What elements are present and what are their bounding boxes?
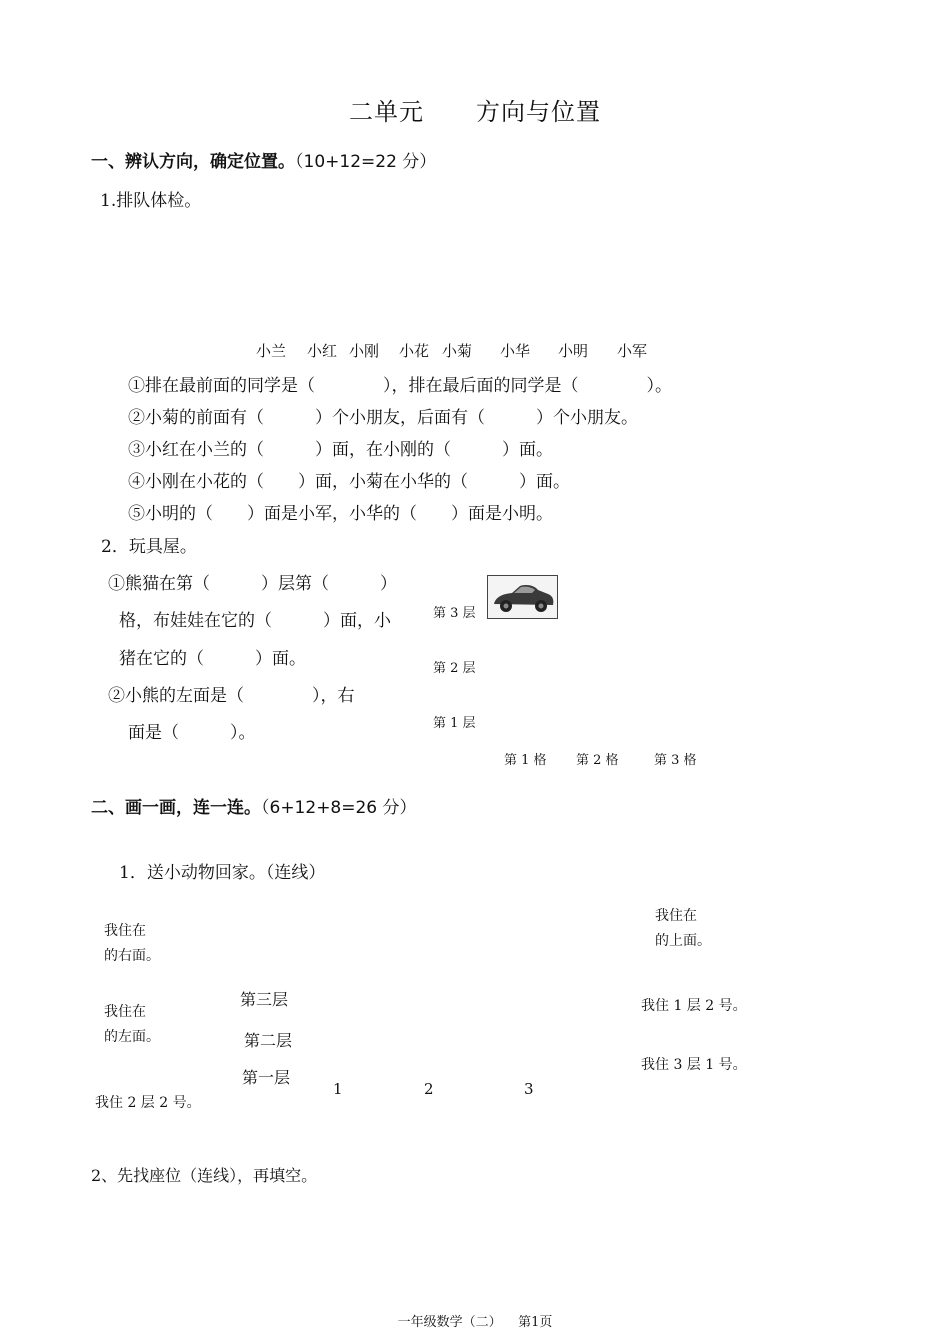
q2-line-3: 猪在它的（ ）面。 [119,649,306,669]
section1-score: （10+12=22 分） [295,152,437,172]
building-floor-1: 第一层 [242,1068,291,1087]
section2-heading [91,793,417,818]
right-label-2: 我住 3 层 1 号。 [641,1057,747,1073]
right-label-top [655,904,711,954]
building-floor-2: 第二层 [244,1031,293,1050]
room-number-2: 2 [424,1080,434,1098]
q2-line-5: 面是（ ）。 [128,723,256,743]
q1-title: 1.排队体检。 [100,191,202,211]
room-number-1: 1 [333,1080,343,1098]
floor-1-label: 第 1 层 [433,716,476,731]
name-label: 小刚 [349,342,380,360]
section2-score: （6+12+8=26 分） [261,798,417,818]
cell-2-label: 第 2 格 [576,753,619,768]
page-footer [0,1311,950,1330]
floor-2-label: 第 2 层 [433,661,476,676]
q2-title: 2．玩具屋。 [101,537,197,557]
page-title [0,92,950,127]
s2-q2-title: 2、先找座位（连线），再填空。 [91,1166,318,1185]
building-floor-3: 第三层 [240,990,289,1009]
name-label: 小军 [617,342,648,360]
q1-item-3: ③小红在小兰的（ ）面，在小刚的（ ）面。 [128,440,553,460]
cell-3-label: 第 3 格 [654,753,697,768]
cell-1-label: 第 1 格 [504,753,547,768]
q1-item-2: ②小菊的前面有（ ）个小朋友，后面有（ ）个小朋友。 [128,408,638,428]
footer-page-number: 第1页 [518,1315,553,1330]
left-label-2-line1: 我住在 [104,1004,146,1020]
section2-heading-text: 二、画一画，连一连。 [91,798,261,818]
name-label: 小明 [558,342,589,360]
unit-topic: 方向与位置 [476,98,601,126]
name-label: 小华 [500,342,531,360]
section1-heading [91,147,436,172]
right-label-top-line2: 的上面。 [655,933,711,949]
right-label-top-line1: 我住在 [655,908,697,924]
left-label-1-line2: 的右面。 [104,948,160,964]
right-label-1: 我住 1 层 2 号。 [641,998,747,1014]
room-number-3: 3 [524,1080,534,1098]
left-label-1-line1: 我住在 [104,923,146,939]
q2-line-4: ②小熊的左面是（ ），右 [108,686,355,706]
name-label: 小花 [399,342,430,360]
left-label-3: 我住 2 层 2 号。 [95,1095,201,1111]
q1-item-4: ④小刚在小花的（ ）面，小菊在小华的（ ）面。 [128,472,570,492]
floor-3-label: 第 3 层 [433,606,476,621]
toy-car-image [487,575,558,619]
left-label-2-line2: 的左面。 [104,1029,160,1045]
name-label: 小兰 [256,342,287,360]
footer-course: 一年级数学（二） [397,1315,502,1330]
s2-q1-title: 1．送小动物回家。（连线） [119,863,326,883]
name-label: 小红 [307,342,338,360]
q2-line-1: ①熊猫在第（ ）层第（ ） [108,574,397,594]
section1-heading-text: 一、辨认方向，确定位置。 [91,152,295,172]
car-icon [488,576,557,618]
names-row [0,340,950,362]
left-label-1 [104,919,160,969]
q1-item-5: ⑤小明的（ ）面是小军，小华的（ ）面是小明。 [128,504,553,524]
name-label: 小菊 [442,342,473,360]
q2-line-2: 格，布娃娃在它的（ ）面，小 [119,611,391,631]
unit-number: 二单元 [349,98,424,126]
q1-item-1: ①排在最前面的同学是（ ），排在最后面的同学是（ ）。 [128,376,672,396]
left-label-2 [104,1000,160,1050]
